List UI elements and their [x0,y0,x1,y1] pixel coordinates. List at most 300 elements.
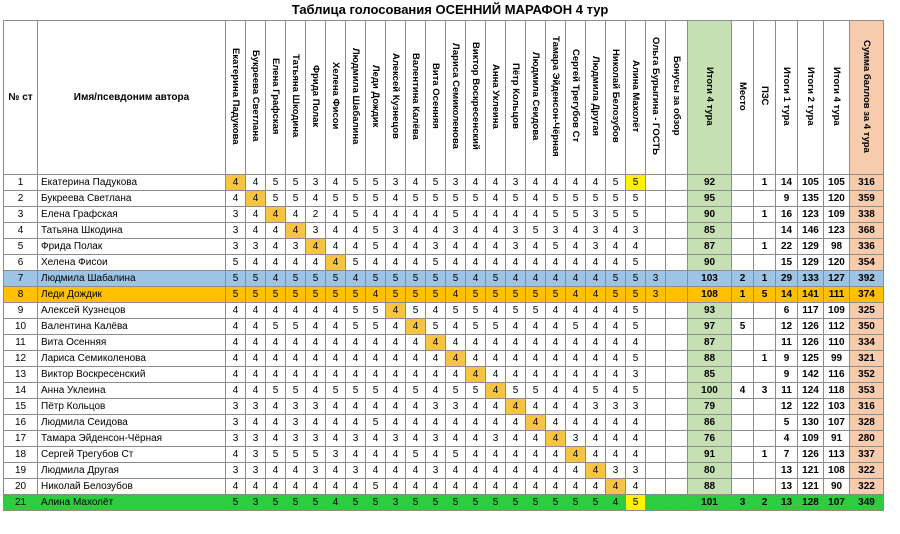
place-cell [732,207,754,223]
score-cell: 4 [346,399,366,415]
score-cell [646,399,666,415]
pzs-cell [754,303,776,319]
score-cell: 4 [526,447,546,463]
score-cell: 4 [526,431,546,447]
score-cell: 4 [486,175,506,191]
score-cell: 3 [226,207,246,223]
score-cell: 5 [626,495,646,511]
header-judge-label: Вита Осенняя [430,63,441,129]
bonus-cell [666,415,688,431]
table-row [4,207,884,223]
tour4-cell: 99 [824,351,850,367]
score-cell: 5 [226,271,246,287]
score-cell: 5 [226,255,246,271]
score-cell: 4 [306,319,326,335]
score-cell: 4 [266,431,286,447]
header-judge-label: Татьяна Шкодина [290,54,301,138]
table-row [4,239,884,255]
bonus-cell [666,255,688,271]
score-cell: 4 [626,239,646,255]
tour1-cell: 6 [776,303,798,319]
score-cell: 4 [306,479,326,495]
sum-cell: 334 [850,335,884,351]
header-judge [486,21,506,175]
tour2-cell: 126 [798,335,824,351]
score-cell: 3 [586,399,606,415]
score-cell: 4 [466,479,486,495]
score-cell: 5 [426,319,446,335]
score-cell: 4 [246,207,266,223]
score-cell: 4 [226,175,246,191]
score-cell: 4 [366,335,386,351]
table-row [4,463,884,479]
score-cell: 5 [506,191,526,207]
score-cell: 4 [346,223,366,239]
score-cell [646,479,666,495]
score-cell: 5 [286,319,306,335]
tour2-cell: 126 [798,447,824,463]
score-cell: 4 [266,367,286,383]
score-cell: 4 [466,335,486,351]
header-judge [506,21,526,175]
score-cell: 4 [626,447,646,463]
score-cell: 5 [226,495,246,511]
score-cell: 5 [226,287,246,303]
score-cell: 4 [266,303,286,319]
score-cell [646,367,666,383]
header-judge-label: Людмила Другая [590,55,601,137]
score-cell: 3 [426,399,446,415]
score-cell: 4 [286,463,306,479]
score-cell: 4 [566,447,586,463]
tour1-cell: 9 [776,191,798,207]
header-judge-label: Людмила Сеидова [530,51,541,141]
score-cell: 5 [526,383,546,399]
score-cell: 4 [406,351,426,367]
score-cell: 5 [266,447,286,463]
pzs-cell [754,255,776,271]
score-cell: 4 [546,319,566,335]
score-cell: 4 [526,319,546,335]
score-cell: 3 [626,223,646,239]
score-cell: 4 [266,271,286,287]
score-cell: 4 [546,431,566,447]
score-cell: 3 [286,415,306,431]
header-judge [586,21,606,175]
score-cell: 5 [346,175,366,191]
score-cell: 4 [366,447,386,463]
score-cell: 5 [386,287,406,303]
score-cell: 4 [526,399,546,415]
score-cell: 5 [526,223,546,239]
total-cell: 87 [688,239,732,255]
header-judge [626,21,646,175]
place-cell [732,431,754,447]
score-cell: 5 [626,319,646,335]
score-cell: 4 [446,287,466,303]
score-cell: 5 [366,175,386,191]
header-judge [566,21,586,175]
header-tour4-label: Итоги 4 тура [831,66,842,126]
score-cell: 5 [346,495,366,511]
header-tour1-label: Итоги 1 тура [781,66,792,126]
header-judge-label: Валентина Калёва [410,52,421,140]
score-cell: 4 [306,415,326,431]
score-cell: 4 [566,223,586,239]
score-cell: 4 [286,207,306,223]
score-cell: 4 [566,351,586,367]
total-cell: 76 [688,431,732,447]
score-cell [646,351,666,367]
score-cell [646,223,666,239]
pzs-cell [754,367,776,383]
score-cell: 4 [466,367,486,383]
score-cell: 3 [426,463,446,479]
tour2-cell: 129 [798,239,824,255]
total-cell: 90 [688,207,732,223]
score-cell: 4 [486,223,506,239]
score-cell: 3 [226,463,246,479]
header-judge [266,21,286,175]
score-cell: 4 [586,431,606,447]
score-cell: 4 [546,399,566,415]
header-judge-label: Людмила Шабалина [350,47,361,145]
score-cell: 4 [386,191,406,207]
score-cell: 3 [286,239,306,255]
tour2-cell: 121 [798,479,824,495]
score-cell: 5 [306,271,326,287]
tour1-cell: 16 [776,207,798,223]
table-row [4,223,884,239]
author-name: Екатерина Падукова [38,175,226,191]
pzs-cell: 5 [754,287,776,303]
row-number: 18 [4,447,38,463]
table-title: Таблица голосования ОСЕННИЙ МАРАФОН 4 тур [291,2,609,17]
score-cell: 5 [366,383,386,399]
tour2-cell: 142 [798,367,824,383]
score-cell: 4 [286,303,306,319]
total-cell: 101 [688,495,732,511]
table-row [4,351,884,367]
score-cell: 4 [226,335,246,351]
tour2-cell: 126 [798,319,824,335]
score-cell: 4 [546,271,566,287]
header-pzs [754,21,776,175]
header-sum [850,21,884,175]
place-cell: 4 [732,383,754,399]
score-cell: 5 [286,383,306,399]
score-cell: 4 [386,447,406,463]
score-cell: 4 [546,351,566,367]
pzs-cell [754,431,776,447]
score-cell: 5 [406,271,426,287]
score-cell: 5 [266,319,286,335]
score-cell: 5 [606,271,626,287]
score-cell: 4 [426,335,446,351]
place-cell: 5 [732,319,754,335]
pzs-cell [754,335,776,351]
score-cell: 4 [526,463,546,479]
score-cell: 4 [526,255,546,271]
score-cell: 4 [306,383,326,399]
header-judge [426,21,446,175]
score-cell: 4 [466,463,486,479]
total-cell: 95 [688,191,732,207]
header-judge [246,21,266,175]
score-cell: 5 [306,495,326,511]
score-cell: 2 [306,207,326,223]
score-cell: 4 [606,223,626,239]
tour4-cell: 109 [824,303,850,319]
score-cell: 4 [486,383,506,399]
score-cell: 4 [346,479,366,495]
score-cell: 4 [586,175,606,191]
score-cell: 4 [486,303,506,319]
sum-cell: 280 [850,431,884,447]
score-cell: 4 [366,255,386,271]
score-cell: 4 [326,351,346,367]
header-tour2-label: Итоги 2 тура [805,66,816,126]
bonus-cell [666,319,688,335]
tour2-cell: 129 [798,255,824,271]
score-cell: 5 [366,271,386,287]
score-cell: 5 [406,383,426,399]
score-cell: 4 [306,255,326,271]
score-cell: 5 [406,287,426,303]
score-cell: 5 [266,287,286,303]
tour1-cell: 29 [776,271,798,287]
bonus-cell [666,351,688,367]
tour4-cell: 107 [824,495,850,511]
score-cell: 3 [346,431,366,447]
score-cell: 3 [246,431,266,447]
tour4-cell: 120 [824,191,850,207]
score-cell: 3 [306,175,326,191]
score-cell: 5 [366,415,386,431]
score-cell: 3 [246,463,266,479]
score-cell: 3 [326,447,346,463]
tour1-cell: 14 [776,223,798,239]
score-cell: 4 [266,335,286,351]
header-judge-label: Николай Белозубов [610,49,621,143]
score-cell: 3 [446,175,466,191]
score-cell: 5 [346,319,366,335]
score-cell: 5 [566,207,586,223]
score-cell: 4 [246,479,266,495]
score-cell [646,239,666,255]
sum-cell: 316 [850,175,884,191]
score-cell: 4 [586,351,606,367]
score-cell: 4 [386,479,406,495]
score-cell: 4 [506,335,526,351]
tour1-cell: 4 [776,431,798,447]
score-cell: 5 [626,271,646,287]
score-cell [646,255,666,271]
row-number: 2 [4,191,38,207]
tour1-cell: 9 [776,367,798,383]
tour4-cell: 120 [824,255,850,271]
score-cell: 4 [466,399,486,415]
tour2-cell: 133 [798,271,824,287]
score-cell: 4 [366,399,386,415]
score-cell: 4 [606,255,626,271]
pzs-cell [754,463,776,479]
score-cell: 5 [506,287,526,303]
score-cell: 4 [586,287,606,303]
score-cell: 4 [326,319,346,335]
score-cell: 4 [366,287,386,303]
row-number: 9 [4,303,38,319]
score-cell: 4 [566,255,586,271]
header-judge [286,21,306,175]
tour4-cell: 123 [824,223,850,239]
score-cell: 4 [386,367,406,383]
score-cell: 5 [406,191,426,207]
score-cell: 4 [486,335,506,351]
author-name: Леди Дождик [38,287,226,303]
score-cell: 4 [266,351,286,367]
score-cell: 4 [466,239,486,255]
total-cell: 91 [688,447,732,463]
score-cell: 4 [546,479,566,495]
score-cell: 4 [526,415,546,431]
header-judge-label: Хелена Фисои [330,62,341,130]
score-cell: 4 [326,479,346,495]
table-row [4,319,884,335]
tour4-cell: 98 [824,239,850,255]
score-cell: 5 [546,207,566,223]
score-cell: 5 [566,495,586,511]
score-cell: 4 [266,463,286,479]
score-cell: 4 [466,415,486,431]
total-cell: 100 [688,383,732,399]
score-cell: 5 [586,383,606,399]
header-judge [546,21,566,175]
score-cell: 5 [286,175,306,191]
score-cell: 4 [326,303,346,319]
score-cell: 4 [286,479,306,495]
header-judge-label: Сергей Трегубов Ст [570,49,581,143]
score-cell: 4 [446,463,466,479]
bonus-cell [666,207,688,223]
score-cell: 4 [586,335,606,351]
score-cell: 3 [646,287,666,303]
total-cell: 90 [688,255,732,271]
score-cell: 4 [386,463,406,479]
score-cell: 4 [466,175,486,191]
score-cell: 4 [226,303,246,319]
score-cell: 5 [266,495,286,511]
score-cell: 4 [246,303,266,319]
tour2-cell: 141 [798,287,824,303]
tour2-cell: 146 [798,223,824,239]
total-cell: 93 [688,303,732,319]
sum-cell: 325 [850,303,884,319]
tour1-cell: 12 [776,399,798,415]
score-cell: 4 [606,415,626,431]
tour4-cell: 109 [824,207,850,223]
sum-cell: 338 [850,207,884,223]
score-cell: 5 [306,287,326,303]
score-cell: 4 [406,207,426,223]
score-cell: 5 [626,383,646,399]
bonus-cell [666,447,688,463]
table-row [4,415,884,431]
place-cell [732,191,754,207]
score-cell: 5 [366,191,386,207]
score-cell: 4 [486,351,506,367]
score-cell: 4 [266,223,286,239]
score-cell: 4 [486,239,506,255]
table-row [4,335,884,351]
score-cell: 4 [306,335,326,351]
tour2-cell: 124 [798,383,824,399]
score-cell: 5 [466,319,486,335]
score-cell: 5 [286,287,306,303]
sum-cell: 392 [850,271,884,287]
author-name: Людмила Другая [38,463,226,479]
score-cell: 5 [446,191,466,207]
total-cell: 87 [688,335,732,351]
score-cell: 3 [586,223,606,239]
header-place [732,21,754,175]
row-number: 1 [4,175,38,191]
score-cell: 4 [526,207,546,223]
header-judge-label: Лариса Семиколенова [450,43,461,149]
score-cell: 4 [466,255,486,271]
score-cell: 5 [606,207,626,223]
score-cell [646,495,666,511]
score-cell: 4 [546,383,566,399]
tour2-cell: 125 [798,351,824,367]
score-cell: 3 [606,463,626,479]
bonus-cell [666,479,688,495]
score-cell: 4 [446,431,466,447]
header-judge-label: Пётр Кольцов [510,63,521,129]
score-cell: 5 [506,303,526,319]
bonus-cell [666,367,688,383]
score-cell: 5 [486,287,506,303]
row-number: 6 [4,255,38,271]
header-judge-label: Фрида Полак [310,64,321,128]
score-cell: 4 [406,175,426,191]
score-cell: 4 [366,351,386,367]
header-judge [326,21,346,175]
header-judge-label: Алексей Кузнецов [390,53,401,139]
header-judge-label: Букреева Светлана [250,50,261,142]
author-name: Лариса Семиколенова [38,351,226,367]
score-cell: 5 [326,287,346,303]
score-cell: 4 [426,447,446,463]
score-cell: 5 [286,495,306,511]
score-cell: 5 [446,383,466,399]
score-cell: 4 [506,367,526,383]
tour2-cell: 122 [798,399,824,415]
header-tour1 [776,21,798,175]
score-cell: 4 [566,335,586,351]
header-judge-label: Леди Дождик [370,64,381,128]
tour2-cell: 121 [798,463,824,479]
place-cell [732,175,754,191]
row-number: 5 [4,239,38,255]
score-cell: 4 [526,479,546,495]
score-cell: 5 [326,383,346,399]
score-cell: 5 [246,287,266,303]
score-cell: 4 [586,367,606,383]
score-cell: 5 [546,287,566,303]
row-number: 21 [4,495,38,511]
score-cell: 3 [386,175,406,191]
